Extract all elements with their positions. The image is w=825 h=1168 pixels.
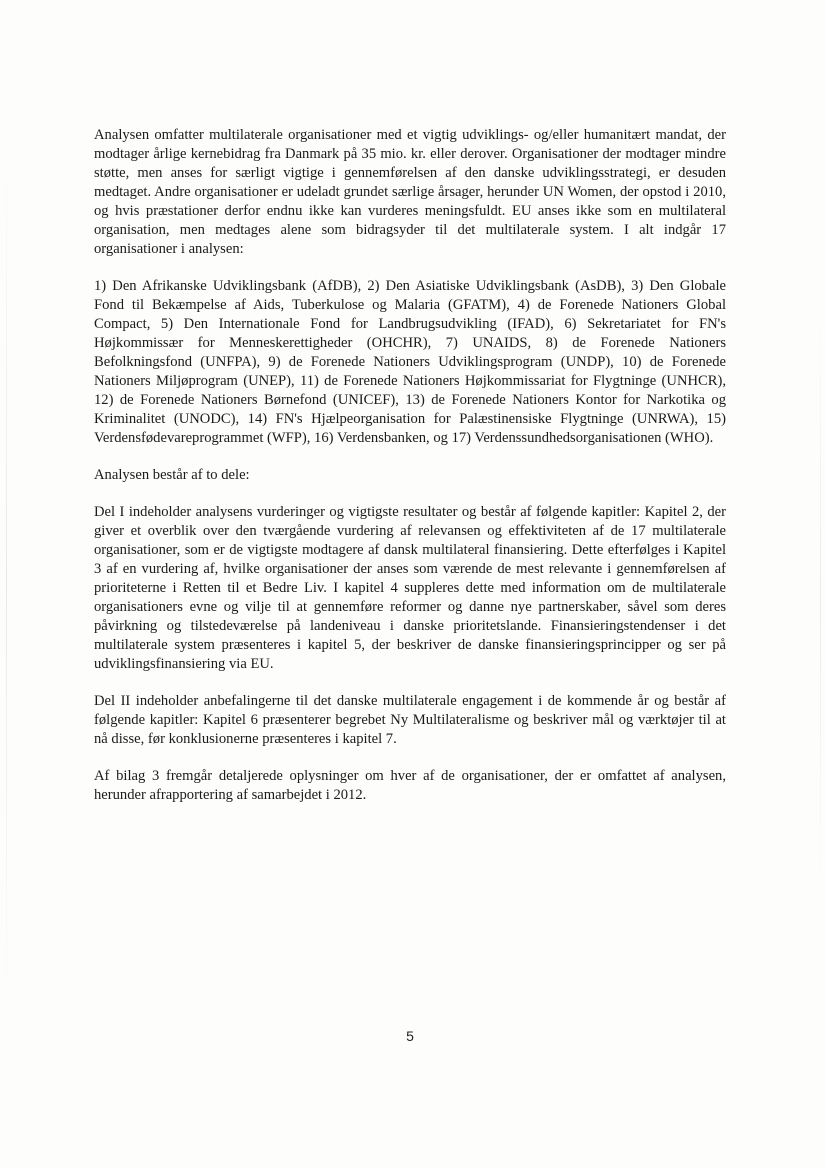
paragraph-organisation-list: 1) Den Afrikanske Udviklingsbank (AfDB), 2) Den Asiatiske Udviklingsbank (AsDB), 3) Den Globale Fond til Bekæmpelse af Aids, Tuberkulose og Malaria (GFATM), 4) de Forenede Nationers Global Compact, 5) Den Internationale Fond for Landbrugsudvikling (IFAD), 6) Sekretariatet for FN's Højkommissær for Menneskerettigheder (OHCHR), 7) UNAIDS, 8) de Forenede Nationers Befolkningsfond (UNFPA), 9) de Forenede Nationers Udviklingsprogram (UNDP), 10) de Forenede Nationers Miljøprogram (UNEP), 11) de Forenede Nationers Højkommissariat for Flygtninge (UNHCR), 12) de Forenede Nationers Børnefond (UNICEF), 13) de Forenede Nationers Kontor for Narkotika og Kriminalitet (UNODC), 14) FN's Hjælpeorganisation for Palæstinensiske Flygtninge (UNRWA), 15) Verdensfødevareprogrammet (WFP), 16) Verdensbanken, og 17) Verdenssundhedsorganisationen (WHO).	[94, 278, 726, 446]
page-number: 5	[406, 1028, 414, 1044]
paragraph-annex: Af bilag 3 fremgår detaljerede oplysninger om hver af de organisationer, der er omfattet af analysen, herunder afrapportering af samarbejdet i 2012.	[94, 768, 726, 803]
scan-edge-left	[6, 130, 7, 1030]
paragraph-scope: Analysen omfatter multilaterale organisationer med et vigtig udviklings- og/eller humanitært mandat, der modtager årlige kernebidrag fra Danmark på 35 mio. kr. eller derover. Organisationer der modtager mindre støtte, men anses for særligt vigtige i gennemførelsen af den danske udviklingsstrategi, er desuden medtaget. Andre organisationer er udeladt grundet særlige årsager, herunder UN Women, der opstod i 2010, og hvis præstationer derfor endnu ikke kan vurderes meningsfuldt. EU anses ikke som en multilateral organisation, men medtages alene som bidragsyder til det multilaterale system. I alt indgår 17 organisationer i analysen:	[94, 127, 726, 257]
scan-edge-right	[820, 300, 821, 900]
paragraph-part-two: Del II indeholder anbefalingerne til det danske multilaterale engagement i de kommende år og består af følgende kapitler: Kapitel 6 præsenterer begrebet Ny Multilateralisme og beskriver mål og værktøjer til at nå disse, før konklusionerne præsenteres i kapitel 7.	[94, 693, 726, 747]
paragraph-part-one: Del I indeholder analysens vurderinger og vigtigste resultater og består af følgende kapitler: Kapitel 2, der giver et overblik over den tværgående vurdering af relevansen og effektiviteten af de 17 multilaterale organisationer, som er de vigtigste modtagere af dansk multilateral finansiering. Dette efterfølges i Kapitel 3 af en vurdering af, hvilke organisationer der anses som værende de mest relevante i gennemførelsen af prioriteterne i Retten til et Bedre Liv. I kapitel 4 suppleres dette med information om de multilaterale organisationers evne og vilje til at gennemføre reformer og danne nye partnerskaber, såvel som deres påvirkning og tilstedeværelse på landeniveau i danske prioritetslande. Finansieringstendenser i det multilaterale system præsenteres i kapitel 5, der beskriver de danske finansieringsprincipper og ser på udviklingsfinansiering via EU.	[94, 504, 726, 672]
paragraph-structure-intro: Analysen består af to dele:	[94, 467, 250, 483]
document-body	[94, 126, 726, 805]
